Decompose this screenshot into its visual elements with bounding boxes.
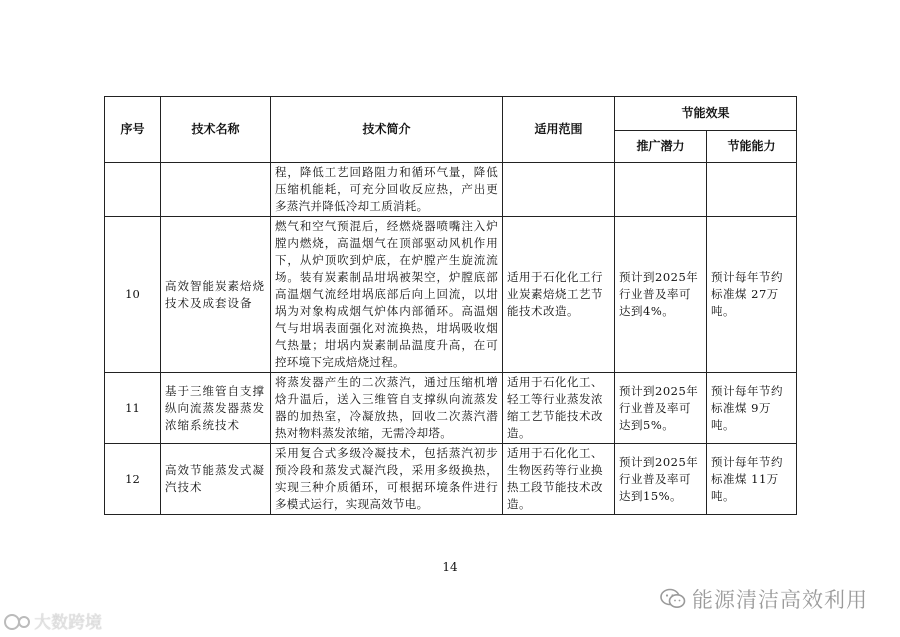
row-num: 10: [105, 217, 161, 373]
row-desc: 将蒸发器产生的二次蒸汽，通过压缩机增焓升温后，送入三维管自支撑纵向流蒸发器的加热室，冷凝放热，回收二次蒸汽潜热对物料蒸发浓缩，无需冷却塔。: [271, 373, 503, 444]
header-num: 序号: [105, 97, 161, 163]
table-row: [105, 444, 797, 515]
row-name: 高效节能蒸发式凝汽技术: [161, 444, 271, 515]
row-scope: 适用于石化化工、生物医药等行业换热工段节能技术改造。: [503, 444, 615, 515]
row-desc: 燃气和空气预混后，经燃烧器喷嘴注入炉膛内燃烧，高温烟气在顶部驱动风机作用下，从炉顶吹到炉底，在炉膛产生旋流流场。装有炭素制品坩埚被架空，炉膛底部高温烟气流经坩埚底部后向上回流，以坩埚为对象构成烟气炉体内部循环。高温烟气与坩埚表面强化对流换热，坩埚吸收烟气热量；坩埚内炭素制品温度升高，在可控环境下完成焙烧过程。: [271, 217, 503, 373]
row-desc: 采用复合式多级冷凝技术，包括蒸汽初步预冷段和蒸发式凝汽段，采用多级换热，实现三种介质循环，可根据环境条件进行多模式运行，实现高效节电。: [271, 444, 503, 515]
wechat-icon: [660, 588, 686, 610]
brand-logo-icon: [4, 613, 34, 631]
table-row-continuation: [105, 163, 797, 217]
header-scope: 适用范围: [503, 97, 615, 163]
header-potential: 推广潜力: [615, 131, 707, 163]
technology-table: [104, 96, 797, 515]
header-capacity: 节能能力: [707, 131, 797, 163]
row-num: 12: [105, 444, 161, 515]
watermark-left-text: 大数跨境: [34, 613, 102, 633]
row-potential: 预计到2025年行业普及率可达到5%。: [615, 373, 707, 444]
row-capacity: 预计每年节约标准煤 11万吨。: [707, 444, 797, 515]
page-number: 14: [442, 560, 458, 574]
header-effect-group: 节能效果: [615, 97, 797, 131]
header-desc: 技术简介: [271, 97, 503, 163]
row-potential: 预计到2025年行业普及率可达到4%。: [615, 217, 707, 373]
watermark-right: [660, 584, 868, 614]
row-capacity: 预计每年节约标准煤 9万吨。: [707, 373, 797, 444]
row-name: 基于三维管自支撑纵向流蒸发器蒸发浓缩系统技术: [161, 373, 271, 444]
header-name: 技术名称: [161, 97, 271, 163]
row-scope: 适用于石化化工、轻工等行业蒸发浓缩工艺节能技术改造。: [503, 373, 615, 444]
row-capacity: 预计每年节约标准煤 27万吨。: [707, 217, 797, 373]
table-row: [105, 217, 797, 373]
row-potential: 预计到2025年行业普及率可达到15%。: [615, 444, 707, 515]
row-num: 11: [105, 373, 161, 444]
row-scope: 适用于石化化工行业炭素焙烧工艺节能技术改造。: [503, 217, 615, 373]
watermark-right-text: 能源清洁高效利用: [692, 588, 868, 612]
continuation-desc: 程，降低工艺回路阻力和循环气量，降低压缩机能耗，可充分回收反应热，产出更多蒸汽并降低冷却工质消耗。: [271, 163, 503, 217]
table-row: [105, 373, 797, 444]
watermark-left: [4, 608, 102, 633]
row-name: 高效智能炭素焙烧技术及成套设备: [161, 217, 271, 373]
